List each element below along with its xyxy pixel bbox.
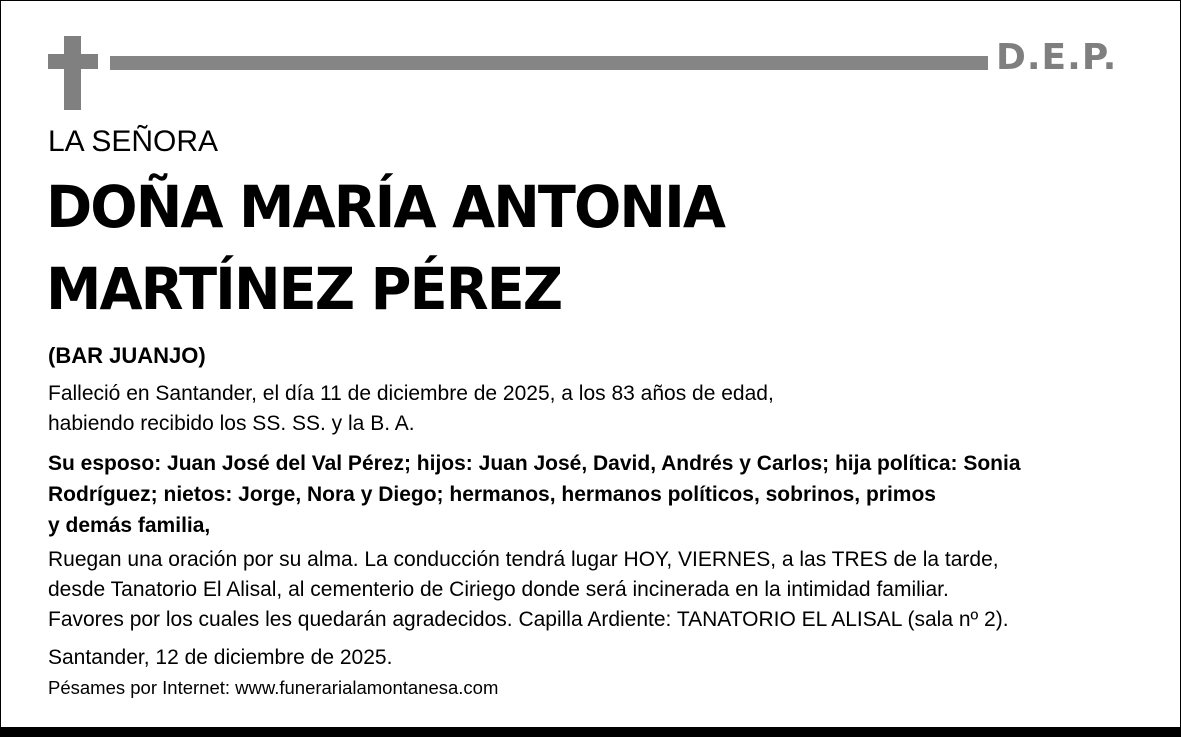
deceased-name-line2: MARTÍNEZ PÉREZ [46,255,562,323]
cross-icon [48,36,98,110]
service-line2: desde Tanatorio El Alisal, al cementerio de Ciriego donde será incinerada en la intimidad familiar. [48,578,949,601]
header-rule [110,56,988,70]
deceased-name-line1: DOÑA MARÍA ANTONIA [46,173,725,241]
death-notice-line1: Falleció en Santander, el día 11 de diciembre de 2025, a los 83 años de edad, [48,382,774,405]
service-line3: Favores por los cuales les quedarán agradecidos. Capilla Ardiente: TANATORIO EL ALISAL (sala nº 2). [48,608,1009,631]
dep-label: D.E.P. [996,37,1118,78]
bottom-border [0,727,1181,737]
salutation: LA SEÑORA [48,125,219,158]
condolences-line: Pésames por Internet: www.funerarialamontanesa.com [48,677,499,698]
nickname: (BAR JUANJO) [48,343,206,368]
death-notice-line2: habiendo recibido los SS. SS. y la B. A. [48,412,415,435]
family-line2: Rodríguez; nietos: Jorge, Nora y Diego; hermanos, hermanos políticos, sobrinos, primos [48,483,936,506]
service-line1: Ruegan una oración por su alma. La conducción tendrá lugar HOY, VIERNES, a las TRES de la tarde, [48,548,999,571]
family-line3: y demás familia, [48,514,211,537]
place-date: Santander, 12 de diciembre de 2025. [48,646,393,669]
family-line1: Su esposo: Juan José del Val Pérez; hijos: Juan José, David, Andrés y Carlos; hija política: Sonia [48,452,1021,475]
